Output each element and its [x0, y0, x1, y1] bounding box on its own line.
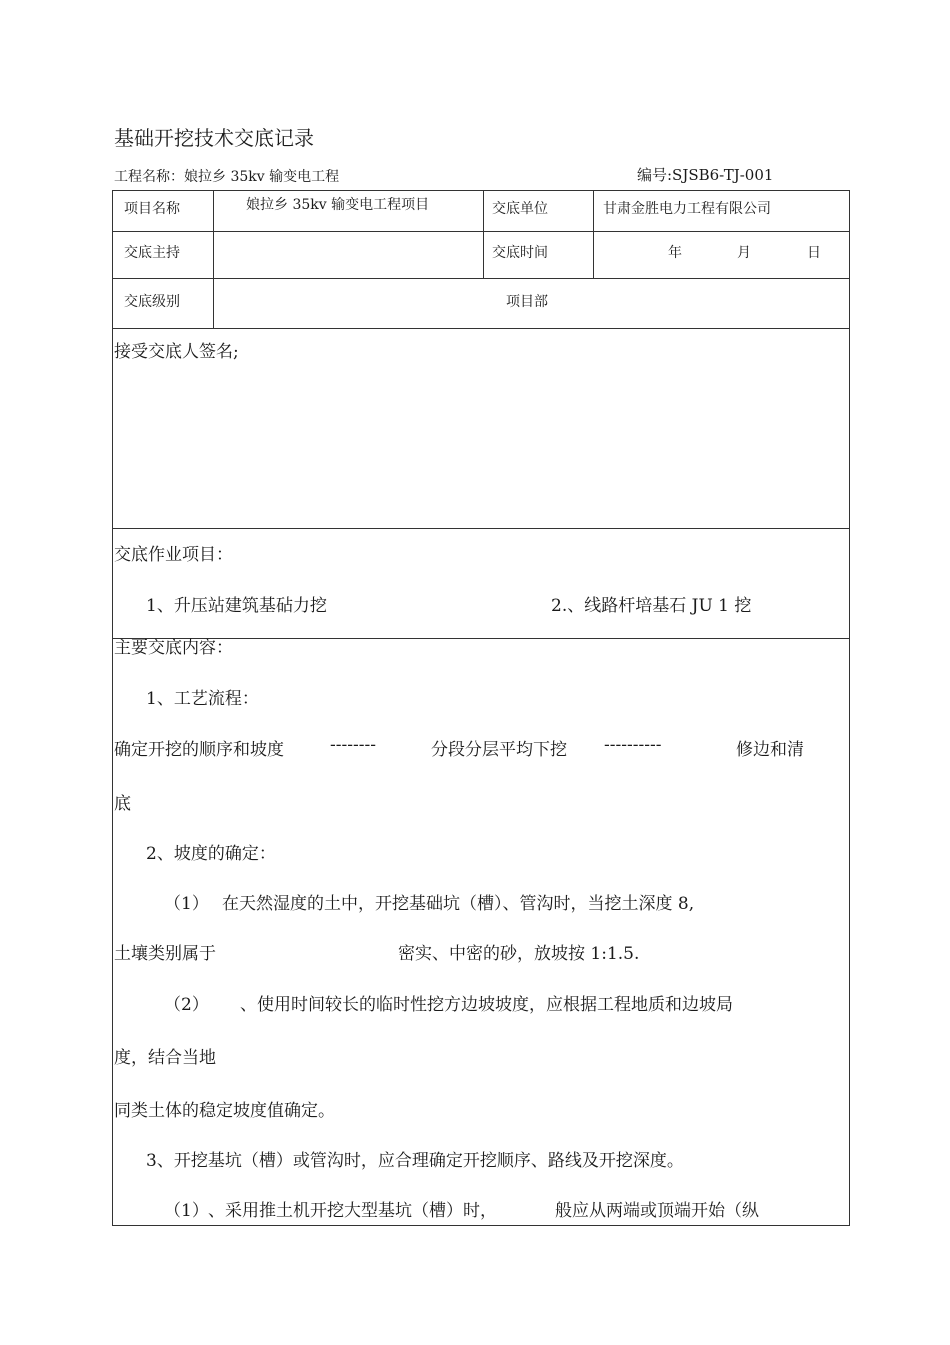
host-label: 交底主持 [124, 245, 180, 261]
time-year: 年 [668, 245, 682, 261]
row-divider [113, 328, 849, 329]
column-divider [593, 191, 594, 278]
para-2-text: 、使用时间较长的临时性挖方边坡坡度，应根据工程地质和边坡局 [240, 995, 733, 1015]
work-item-1: 1、升压站建筑基砧力挖 [146, 596, 327, 616]
section-1-heading: 1、工艺流程： [146, 689, 259, 709]
unit-value: 甘肃金胜电力工程有限公司 [603, 201, 771, 217]
para-2-number: （2） [164, 995, 209, 1015]
para-1-number: （1） [164, 894, 209, 914]
flow-step-3-cont: 底 [114, 794, 131, 814]
row-divider [113, 278, 849, 279]
level-value: 项目部 [506, 294, 548, 310]
para-3-text: 、采用推土机开挖大型基坑（槽）时， [208, 1201, 497, 1221]
project-name-label: 项目名称 [124, 201, 180, 217]
para-2-cont: 度，结合当地 [114, 1048, 216, 1068]
flow-step-3: 修边和清 [736, 740, 804, 760]
row-divider [113, 231, 849, 232]
section-3-heading: 3、开挖基坑（槽）或管沟时，应合理确定开挖顺序、路线及开挖深度。 [146, 1151, 684, 1171]
para-1-cont-b: 密实、中密的砂，放坡按 1:1.5. [398, 944, 640, 964]
signature-label: 接受交底人签名; [114, 342, 239, 362]
flow-step-2: 分段分层平均下挖 [431, 740, 567, 760]
document-title: 基础开挖技术交底记录 [114, 126, 314, 150]
flow-step-1: 确定开挖的顺序和坡度 [114, 740, 284, 760]
para-2-cont-2: 同类土体的稳定坡度值确定。 [114, 1101, 335, 1121]
para-3-number: （1） [164, 1201, 209, 1221]
level-label: 交底级别 [124, 294, 180, 310]
para-3-text-2: 般应从两端或顶端开始（纵 [555, 1201, 759, 1221]
content-label: 主要交底内容： [114, 638, 233, 658]
time-label: 交底时间 [492, 245, 548, 261]
project-name-line: 工程名称：娘拉乡 35kv 输变电工程 [114, 169, 340, 185]
flow-dash-1: -------- [330, 735, 376, 755]
column-divider [213, 191, 214, 328]
time-day: 日 [807, 245, 821, 261]
time-month: 月 [737, 245, 751, 261]
document-number: 编号:SJSB6-TJ-001 [637, 166, 774, 184]
row-divider [113, 528, 849, 529]
unit-label: 交底单位 [492, 201, 548, 217]
para-1-cont-a: 土壤类别属于 [114, 944, 216, 964]
work-items-label: 交底作业项目： [114, 545, 233, 565]
flow-dash-2: ---------- [604, 735, 662, 755]
project-name-value: 娘拉乡 35kv 输变电工程项目 [246, 197, 430, 213]
section-2-heading: 2、坡度的确定： [146, 844, 276, 864]
para-1-text: 在天然湿度的土中，开挖基础坑（槽）、管沟时，当挖土深度 8, [222, 894, 695, 914]
work-item-2: 2.、线路杆培基石 JU 1 挖 [551, 596, 752, 616]
column-divider [483, 191, 484, 278]
